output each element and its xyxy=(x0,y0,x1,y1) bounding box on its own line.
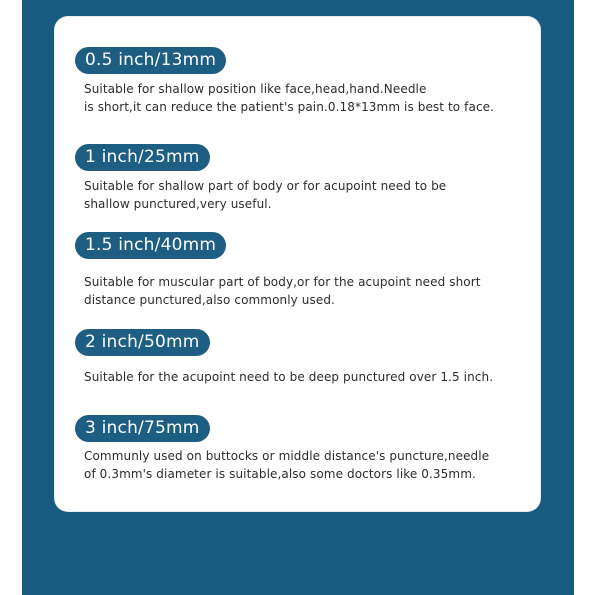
size-description: Suitable for shallow position like face,head,hand.Needle is short,it can reduce the patient's pain.0.18*13mm is best to face. xyxy=(84,82,495,114)
size-description: Suitable for muscular part of body,or for the acupoint need short distance punctured,also commonly used. xyxy=(84,275,481,307)
section-3-inch xyxy=(75,415,535,481)
section-1-inch xyxy=(75,144,535,211)
size-label-pill: 3 inch/75mm xyxy=(75,415,210,442)
section-2-inch xyxy=(75,329,535,384)
size-label-pill: 1 inch/25mm xyxy=(75,144,210,171)
size-label-pill: 2 inch/50mm xyxy=(75,329,210,356)
section-0-5-inch xyxy=(75,47,535,114)
section-1-5-inch xyxy=(75,232,535,307)
size-label-pill: 0.5 inch/13mm xyxy=(75,47,226,74)
size-description: Suitable for shallow part of body or for acupoint need to be shallow punctured,very useful. xyxy=(84,179,447,211)
size-description: Communly used on buttocks or middle distance's puncture,needle of 0.3mm's diameter is suitable,also some doctors like 0.35mm. xyxy=(84,449,490,481)
size-label-pill: 1.5 inch/40mm xyxy=(75,232,226,259)
size-description: Suitable for the acupoint need to be deep punctured over 1.5 inch. xyxy=(84,370,494,384)
